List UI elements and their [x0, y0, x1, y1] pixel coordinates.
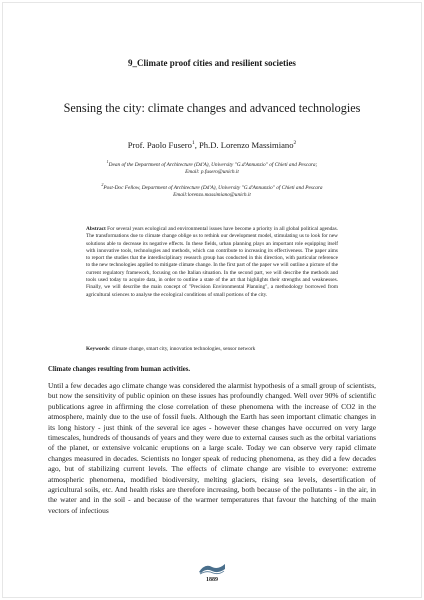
publisher-wave-logo-icon [197, 561, 227, 575]
affiliation-2-email: Email:lorenzo.massimiano@unich.it [173, 192, 251, 199]
author-1-sup: 1 [191, 140, 195, 147]
affiliation-2-sup: 2 [101, 182, 104, 187]
keywords-text: : climate change, smart city, innovation technologies, sensor network [108, 346, 256, 352]
paper-title: Sensing the city: climate changes and advanced technologies [63, 101, 361, 115]
body-paragraph: Until a few decades ago climate change was considered the alarmist hypothesis of a small group of scientists, but now the sensitivity of public opinion on these issues has profoundly changed. Well over 90% of scientific publications agree in affirming the close correlation of these phenomena with the increase of CO2 in the atmosphere, mainly due to the use of fossil fuels. Although the Earth has seen important climatic changes in its long history - just think of the several ice ages - however these changes have occurred on very large timescales, hundreds of thousands of years and they were due to external causes such as the orbital variations of the planet, or extensive volcanic eruptions on a large scale. Today we can observe very rapid climate changes measured in decades. Scientists no longer speak of reducing phenomena, as they did a few decades ago, but of stabilizing current levels. The effects of climate change are visible to everyone: extreme atmospheric phenomena, modified biodiversity, melting glaciers, rising sea levels, desertification of agricultural soils, etc. And health risks are therefore increasing, both because of the pollutants - in the air, in the water and in the soil - and because of the warmer temperatures that favour the hatching of the main vectors of infectious [48, 381, 376, 515]
affiliation-1-line1: Dean of the Department of Architecture (Dd'A), University "G.d'Annunzio" of Chieti and Pescara; [108, 161, 318, 168]
author-separator: , [194, 140, 199, 150]
page-number: 1889 [206, 577, 218, 583]
author-2-sup: 2 [293, 140, 297, 147]
keywords-label: Keywords [86, 346, 109, 352]
abstract [86, 226, 338, 299]
abstract-label: Abstract [86, 226, 106, 232]
affiliation-1-sup: 1 [106, 159, 109, 164]
author-2-name: Ph.D. Lorenzo Massimiano [198, 140, 294, 150]
section-subheading: Climate changes resulting from human activities. [48, 366, 191, 373]
abstract-text: For several years ecological and environmental issues have become a priority in all global political agendas. The transformations due to climate change oblige us to rethink our development model, stimulating us to look for new solutions able to decrease its negative effects. In these fields, urban planning plays an important role equipping itself with innovative tools, technologies and methods, which can contribute to increasing its effectiveness. The paper aims to report the studies that the interdisciplinary research group has conducted in this direction, with particular reference to the new technologies applied to mitigate climate change. In the first part of the paper we will outline a picture of the current regulatory framework, focusing on the Italian situation. In the second part, we will describe the methods and tools used today to acquire data, in order to outline a state of the art that highlights their strengths and weaknesses. Finally, we will describe the main concept of "Precision Environmental Planning", a methodology borrowed from agricultural sciences to analyse the ecological conditions of small portions of the city. [86, 226, 338, 298]
affiliation-2 [48, 181, 376, 200]
affiliation-1 [48, 158, 376, 177]
affiliation-1-email: Email: p.fusero@unich.it [185, 169, 239, 176]
affiliation-2-line1: Post-Doc Fellow, Department of Architecture (Dd'A), University "G.d'Annunzio" of Chieti and Pescara [103, 184, 323, 191]
section-title: 9_Climate proof cities and resilient societies [128, 58, 296, 68]
author-1-name: Prof. Paolo Fusero [127, 140, 192, 150]
author-line [0, 140, 424, 150]
keywords [86, 346, 338, 352]
